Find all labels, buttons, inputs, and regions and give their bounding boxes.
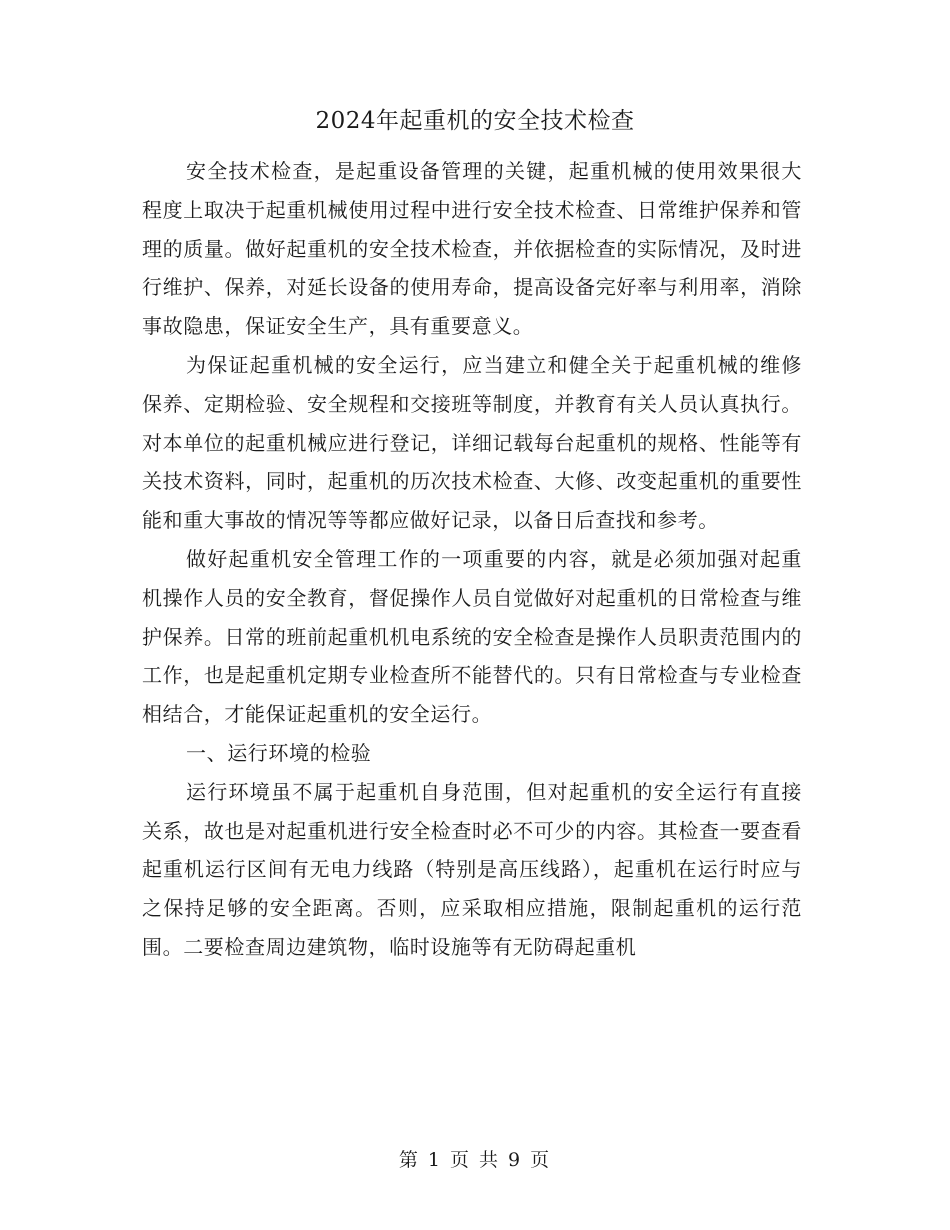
section-heading: 一、运行环境的检验 [186, 740, 372, 765]
paragraph: 为保证起重机械的安全运行，应当建立和健全关于起重机械的维修保养、定期检验、安全规程和交接班等制度，并教育有关人员认真执行。对本单位的起重机械应进行登记，详细记载每台起重机的规格、性能等有关技术资料，同时，起重机的历次技术检查、大修、改变起重机的重要性能和重大事故的情况等等都应做好记录，以备日后查找和参考。 [142, 352, 802, 533]
paragraph: 安全技术检查，是起重设备管理的关键，起重机械的使用效果很大程度上取决于起重机械使用过程中进行安全技术检查、日常维护保养和管理的质量。做好起重机的安全技术检查，并依据检查的实际情况，及时进行维护、保养，对延长设备的使用寿命，提高设备完好率与利用率，消除事故隐患，保证安全生产，具有重要意义。 [142, 159, 802, 339]
document-title: 2024年起重机的安全技术检查 [315, 108, 635, 134]
paragraph: 做好起重机安全管理工作的一项重要的内容，就是必须加强对起重机操作人员的安全教育，督促操作人员自觉做好对起重机的日常检查与维护保养。日常的班前起重机机电系统的安全检查是操作人员职责范围内的工作，也是起重机定期专业检查所不能替代的。只有日常检查与专业检查相结合，才能保证起重机的安全运行。 [142, 546, 802, 727]
page-number-footer: 第 1 页 共 9 页 [398, 1149, 552, 1171]
document-body [142, 152, 802, 967]
paragraph: 运行环境虽不属于起重机自身范围，但对起重机的安全运行有直接关系，故也是对起重机进行安全检查时必不可少的内容。其检查一要查看起重机运行区间有无电力线路（特别是高压线路），起重机在运行时应与之保持足够的安全距离。否则，应采取相应措施，限制起重机的运行范围。二要检查周边建筑物，临时设施等有无防碍起重机 [142, 779, 802, 959]
